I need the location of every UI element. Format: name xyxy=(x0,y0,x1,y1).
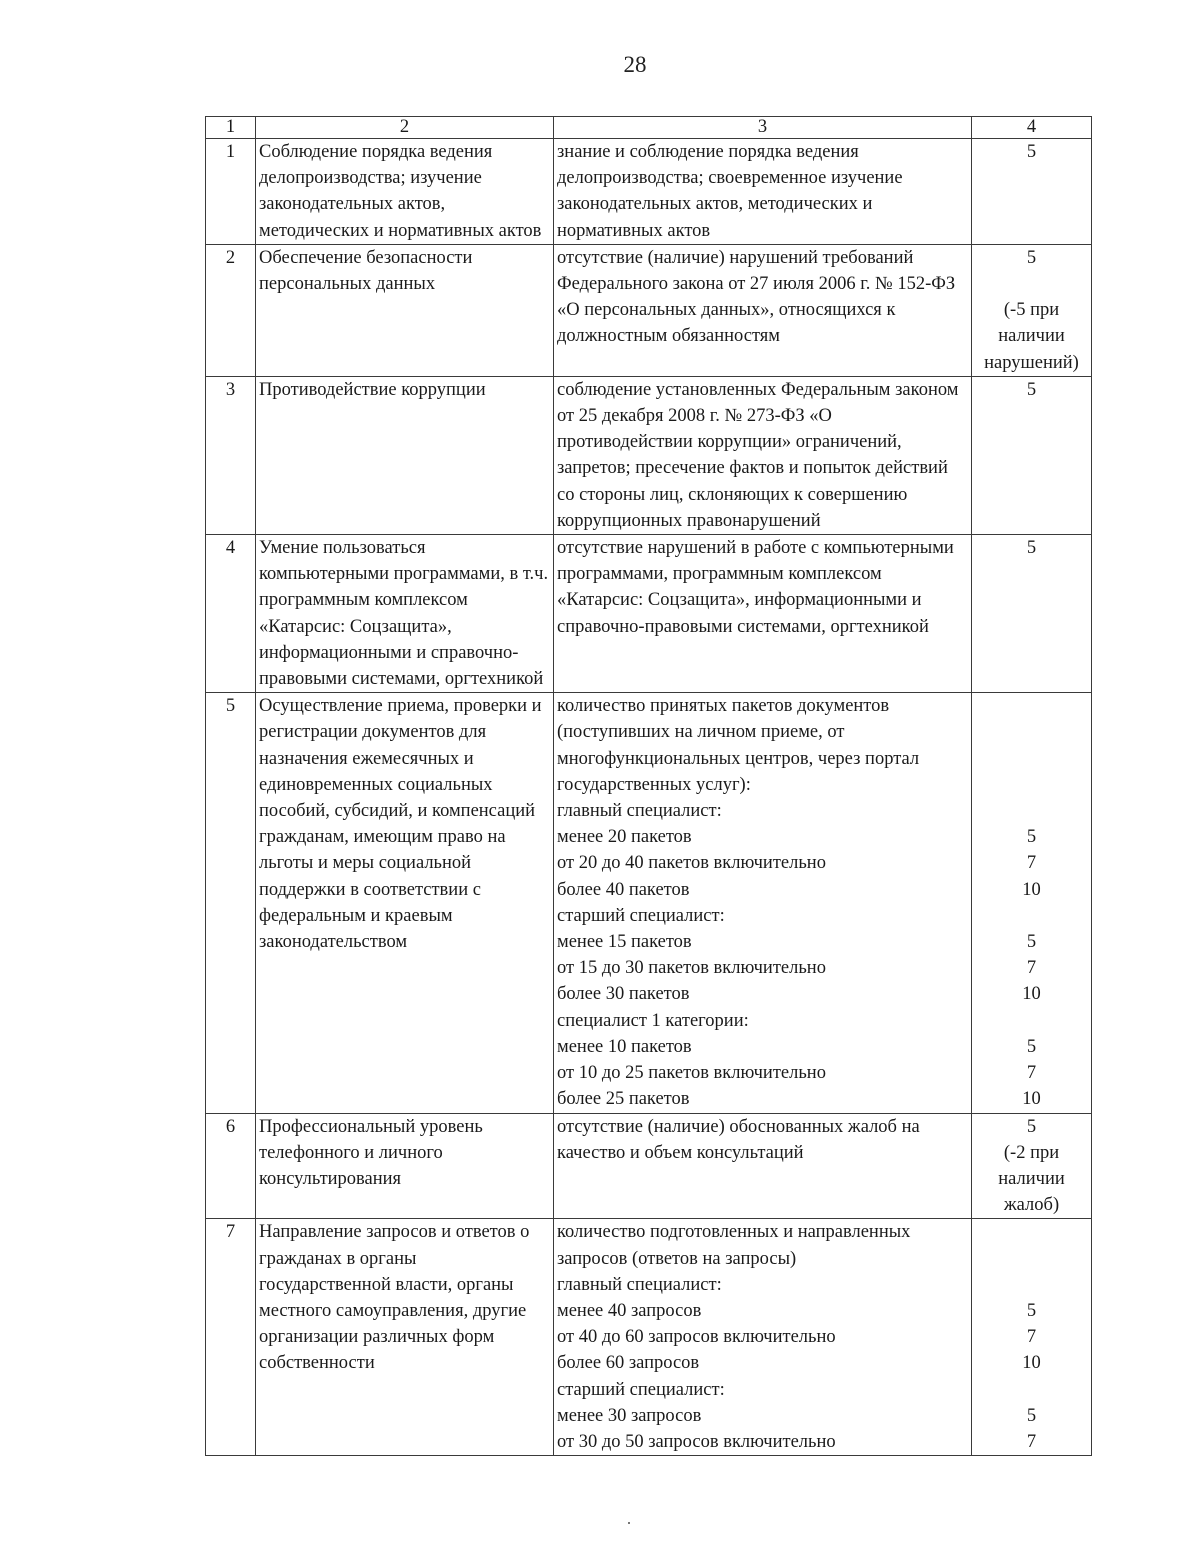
indicator-line: старший специалист: xyxy=(557,905,725,926)
points-value: 7 xyxy=(1026,1062,1037,1083)
indicator-line: от 10 до 25 пакетов включительно xyxy=(557,1063,826,1084)
points-cell xyxy=(972,244,1092,376)
indicator-line: менее 30 запросов xyxy=(557,1405,702,1426)
indicator-line: от 15 до 30 пакетов включительно xyxy=(557,958,826,979)
points-value: 10 xyxy=(1022,1089,1041,1110)
points-value xyxy=(975,1272,1088,1298)
indicator-cell xyxy=(554,535,972,693)
indicator-line: более 25 пакетов xyxy=(557,1089,690,1110)
points-cell xyxy=(972,376,1092,534)
points-value: 5 xyxy=(1026,379,1037,400)
table-row xyxy=(206,693,1092,1113)
points-value xyxy=(975,1246,1088,1272)
points-value: 5 xyxy=(1026,1300,1037,1321)
header-cell: 4 xyxy=(972,117,1092,139)
indicator-cell xyxy=(554,244,972,376)
points-value xyxy=(975,271,1088,297)
criterion-cell: Обеспечение безопасности персональных данных xyxy=(256,244,554,376)
header-cell: 3 xyxy=(554,117,972,139)
points-value xyxy=(975,1376,1088,1402)
points-value: 10 xyxy=(1022,879,1041,900)
indicator-line: отсутствие (наличие) нарушений требований Федерального закона от 27 июля 2006 г. № 152-ФЗ «О персональных данных», относящихся к должностным обязанностям xyxy=(557,247,956,347)
indicator-line: более 30 пакетов xyxy=(557,984,690,1005)
indicator-line: более 60 запросов xyxy=(557,1353,700,1374)
points-value: 7 xyxy=(1026,958,1037,979)
points-value xyxy=(975,1219,1088,1245)
indicator-cell xyxy=(554,1113,972,1219)
points-value: (-2 при наличии жалоб) xyxy=(998,1142,1065,1216)
points-value: 7 xyxy=(1026,853,1037,874)
points-value: 10 xyxy=(1022,984,1041,1005)
row-number: 1 xyxy=(206,139,256,245)
indicator-line: отсутствие нарушений в работе с компьютерными программами, программным комплексом «Катарсис: Соцзащита», информационными и справочно-правовыми системами, оргтехникой xyxy=(557,538,954,637)
points-value: (-5 при наличии нарушений) xyxy=(984,300,1079,373)
points-cell xyxy=(972,1219,1092,1456)
indicator-cell xyxy=(554,693,972,1113)
indicator-line: от 20 до 40 пакетов включительно xyxy=(557,853,826,874)
indicator-line: количество подготовленных и направленных запросов (ответов на запросы) xyxy=(557,1222,911,1269)
criterion-cell: Соблюдение порядка ведения делопроизводства; изучение законодательных актов, методических и нормативных актов xyxy=(256,139,554,245)
points-value: 5 xyxy=(1026,538,1037,559)
points-value xyxy=(975,903,1088,929)
table-row xyxy=(206,376,1092,534)
criterion-cell: Профессиональный уровень телефонного и личного консультирования xyxy=(256,1113,554,1219)
points-value: 5 xyxy=(1026,1405,1037,1426)
points-value: 5 xyxy=(1026,142,1037,162)
indicator-line: менее 10 пакетов xyxy=(557,1036,692,1057)
indicator-line: количество принятых пакетов документов (поступивших на личном приеме, от многофункциональных центров, через портал государственных услуг): xyxy=(557,696,920,795)
points-value: 5 xyxy=(1026,931,1037,952)
points-value xyxy=(975,1008,1088,1034)
row-number: 6 xyxy=(206,1113,256,1219)
points-value xyxy=(975,772,1088,798)
row-number: 7 xyxy=(206,1219,256,1456)
indicator-line: менее 20 пакетов xyxy=(557,827,692,848)
table-row xyxy=(206,244,1092,376)
indicator-line: знание и соблюдение порядка ведения делопроизводства; своевременное изучение законодательных актов, методических и нормативных актов xyxy=(557,142,903,241)
table-row xyxy=(206,535,1092,693)
indicator-line: от 30 до 50 запросов включительно xyxy=(557,1431,836,1452)
points-value: 5 xyxy=(1026,247,1037,268)
table-row xyxy=(206,1219,1092,1456)
row-number: 4 xyxy=(206,535,256,693)
indicator-line: отсутствие (наличие) обоснованных жалоб на качество и объем консультаций xyxy=(557,1116,920,1163)
points-cell xyxy=(972,693,1092,1113)
points-value: 5 xyxy=(1026,1116,1037,1137)
table-row xyxy=(206,139,1092,245)
criterion-cell: Осуществление приема, проверки и регистрации документов для назначения ежемесячных и единовременных социальных пособий, субсидий, и компенсаций гражданам, имеющим право на льготы и меры социальной поддержки в соответствии с федеральным и краевым законодательством xyxy=(256,693,554,1113)
indicator-line: специалист 1 категории: xyxy=(557,1010,749,1031)
indicator-line: менее 40 запросов xyxy=(557,1300,702,1321)
indicator-line: главный специалист: xyxy=(557,1274,722,1295)
page-number: 28 xyxy=(623,52,647,77)
points-cell xyxy=(972,535,1092,693)
indicator-line: соблюдение установленных Федеральным законом от 25 декабря 2008 г. № 273-ФЗ «О противодействии коррупции» ограничений, запретов; пресечение фактов и попыток действий со стороны лиц, склоняющих к совершению коррупционных правонарушений xyxy=(557,379,959,531)
points-cell xyxy=(972,1113,1092,1219)
indicator-cell xyxy=(554,139,972,245)
points-value xyxy=(975,719,1088,745)
points-value: 5 xyxy=(1026,827,1037,848)
indicator-line: менее 15 пакетов xyxy=(557,932,692,953)
points-value: 10 xyxy=(1022,1353,1041,1374)
criterion-cell: Противодействие коррупции xyxy=(256,376,554,534)
points-value: 5 xyxy=(1026,1036,1037,1057)
scan-speck xyxy=(628,1522,630,1524)
indicator-line: от 40 до 60 запросов включительно xyxy=(557,1327,836,1348)
header-cell: 1 xyxy=(206,117,256,139)
points-value xyxy=(975,746,1088,772)
points-value: 7 xyxy=(1026,1327,1037,1348)
criterion-cell: Направление запросов и ответов о гражданах в органы государственной власти, органы местного самоуправления, другие организации различных форм собственности xyxy=(256,1219,554,1456)
points-value xyxy=(975,798,1088,824)
points-cell xyxy=(972,139,1092,245)
table-header-row xyxy=(206,117,1092,139)
criteria-table xyxy=(205,116,1092,1456)
row-number: 5 xyxy=(206,693,256,1113)
row-number: 2 xyxy=(206,244,256,376)
row-number: 3 xyxy=(206,376,256,534)
points-value xyxy=(975,693,1088,719)
indicator-line: главный специалист: xyxy=(557,801,722,822)
header-cell: 2 xyxy=(256,117,554,139)
indicator-line: более 40 пакетов xyxy=(557,879,690,900)
criterion-cell: Умение пользоваться компьютерными программами, в т.ч. программным комплексом «Катарсис: Соцзащита», информационными и справочно-правовыми системами, оргтехникой xyxy=(256,535,554,693)
indicator-cell xyxy=(554,376,972,534)
indicator-cell xyxy=(554,1219,972,1456)
indicator-line: старший специалист: xyxy=(557,1379,725,1400)
table-row xyxy=(206,1113,1092,1219)
points-value: 7 xyxy=(1026,1431,1037,1452)
